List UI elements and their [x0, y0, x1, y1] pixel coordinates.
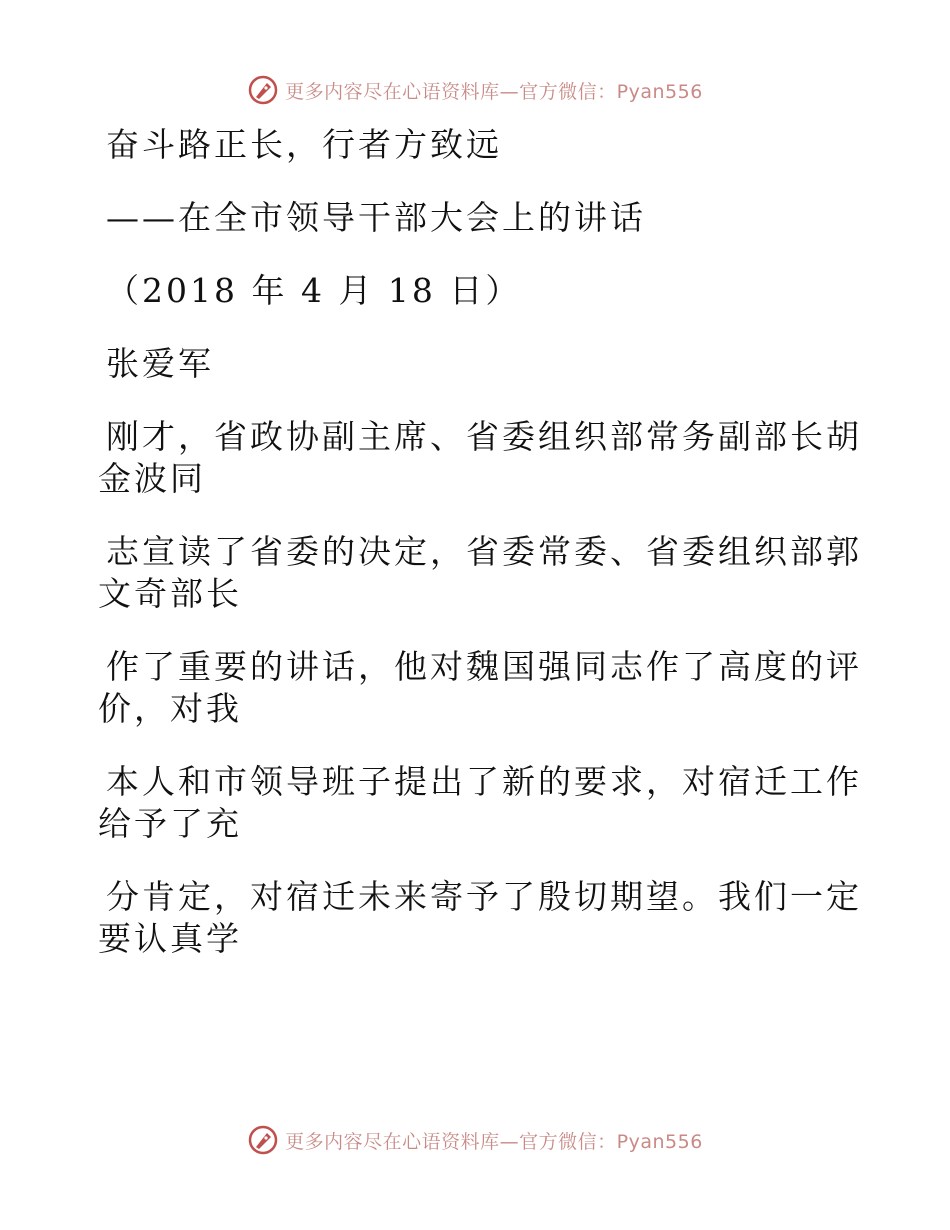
document-date: （2018 年 4 月 18 日） — [106, 271, 522, 310]
paragraph-line-rest: 要认真学 — [98, 919, 242, 958]
paragraph-line — [98, 876, 862, 960]
paragraph-line-rest: 文奇部长 — [98, 574, 242, 613]
footer-watermark — [0, 1120, 950, 1160]
paragraph-line — [98, 761, 862, 845]
paragraph-line — [98, 416, 862, 500]
document-title: 奋斗路正长，行者方致远 — [106, 125, 502, 164]
paragraph-line-rest: 价，对我 — [98, 689, 242, 728]
document-subtitle: ——在全市领导干部大会上的讲话 — [106, 198, 646, 237]
document-body — [98, 124, 862, 960]
pen-nib-logo-icon — [247, 74, 279, 106]
paragraph-line-rest: 给予了充 — [98, 804, 242, 843]
paragraph-line-first: 本人和市领导班子提出了新的要求，对宿迁工作 — [106, 762, 862, 801]
paragraph-line-first: 刚才，省政协副主席、省委组织部常务副部长胡 — [106, 417, 862, 456]
document-author: 张爱军 — [106, 344, 214, 383]
paragraph-line-first: 分肯定，对宿迁未来寄予了殷切期望。我们一定 — [106, 877, 862, 916]
paragraph-line — [98, 531, 862, 615]
header-watermark — [0, 70, 950, 110]
watermark-text: 更多内容尽在心语资料库—官方微信：Pyan556 — [285, 1130, 703, 1153]
paragraph-line — [98, 646, 862, 730]
paragraph-line-first: 作了重要的讲话，他对魏国强同志作了高度的评 — [106, 647, 862, 686]
watermark-text: 更多内容尽在心语资料库—官方微信：Pyan556 — [285, 80, 703, 103]
paragraph-line-first: 志宣读了省委的决定，省委常委、省委组织部郭 — [106, 532, 862, 571]
paragraph-line-rest: 金波同 — [98, 459, 206, 498]
pen-nib-logo-icon — [247, 1124, 279, 1156]
